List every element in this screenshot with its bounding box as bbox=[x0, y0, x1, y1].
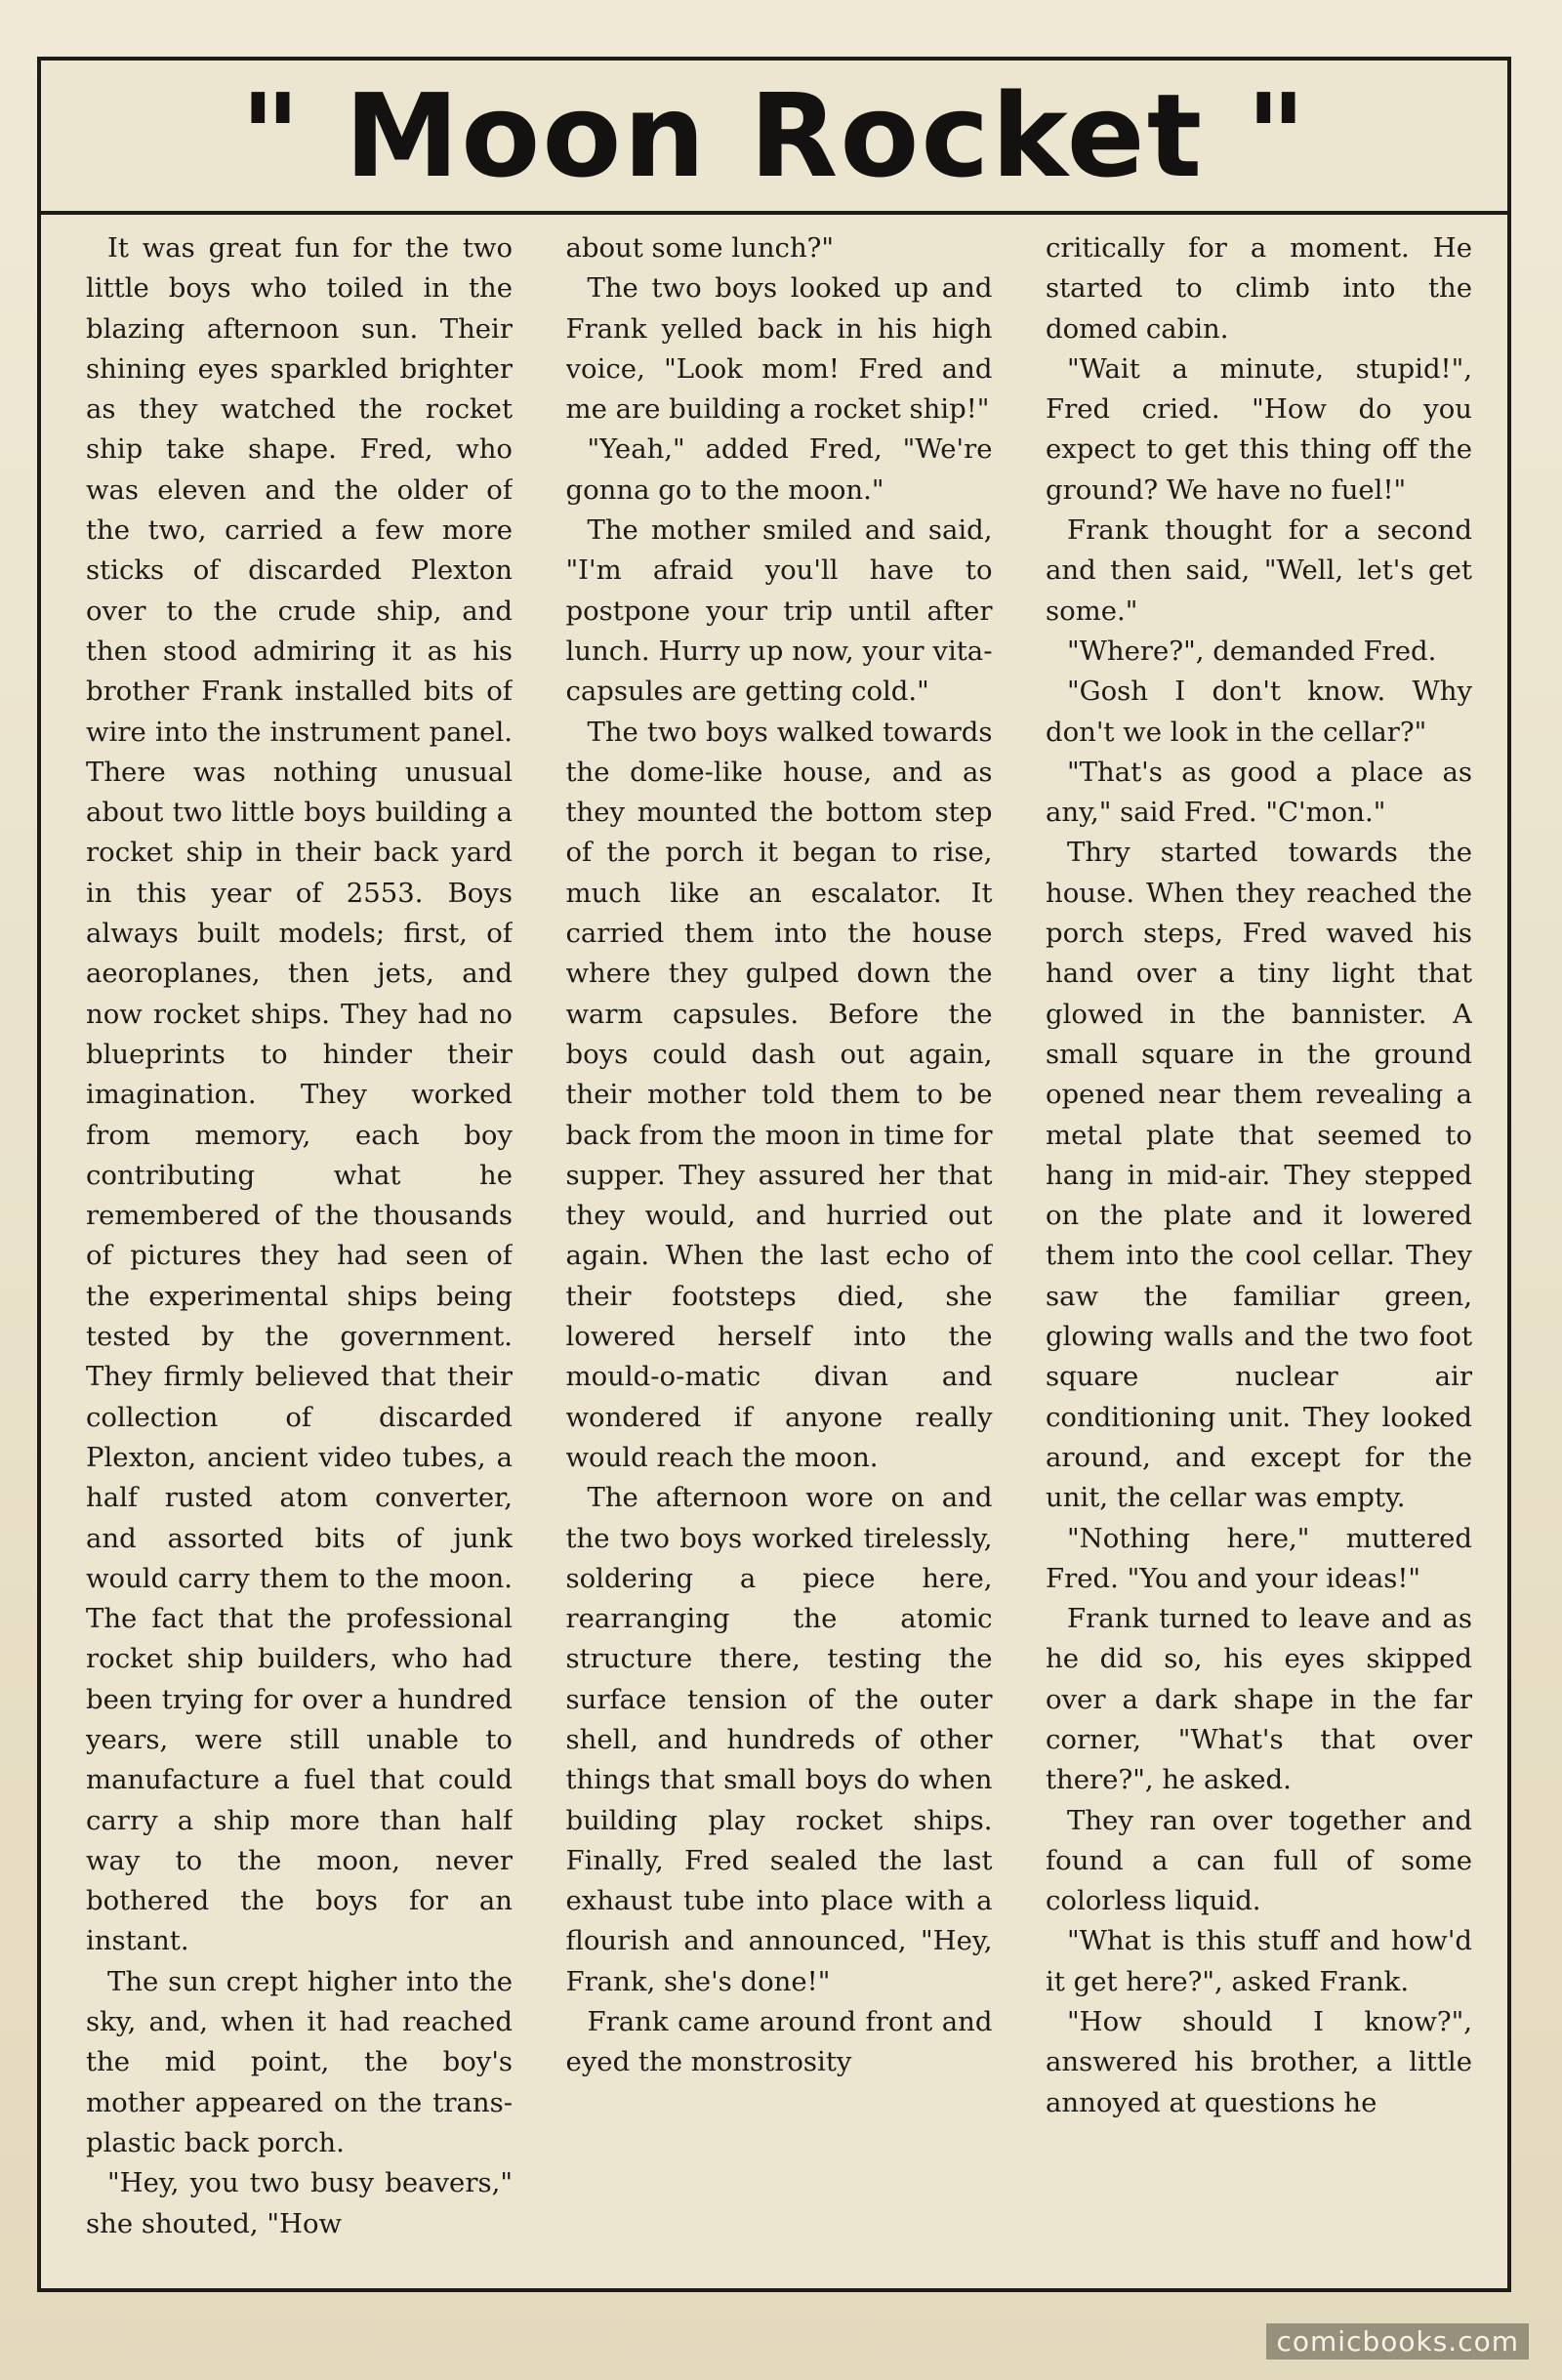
column-2 bbox=[566, 228, 993, 2278]
text-columns bbox=[86, 228, 1472, 2278]
column-1 bbox=[86, 228, 513, 2278]
title-box bbox=[41, 61, 1507, 215]
paragraph: "Nothing here," muttered Fred. "You and your ideas!" bbox=[1046, 1522, 1472, 1594]
paragraph: "Where?", demanded Fred. bbox=[1067, 635, 1437, 667]
paragraph: "Hey, you two busy beavers," she shouted, "How bbox=[86, 2167, 513, 2239]
paragraph: "What is this stuff and how'd it get here?", asked Frank. bbox=[1046, 1925, 1472, 1997]
paragraph: It was great fun for the two little boys who toiled in the blazing afternoon sun. Their shining eyes sparkled brighter as they watched the rocket ship take shape. Fred, who was eleven and the older of the two, carried a few more sticks of discarded Plexton over to the crude ship, and then stood admiring it as his brother Frank installed bits of wire into the instrument panel. There was nothing unusual about two little boys building a rocket ship in their back yard in this year of 2553. Boys always built models; first, of aeoroplanes, then jets, and now rocket ships. They had no blueprints to hinder their imagination. They worked from memory, each boy contributing what he remembered of the thousands of pictures they had seen of the experimental ships being tested by the government. They firmly believed that their collection of discarded Plexton, ancient video tubes, a half rusted atom converter, and assorted bits of junk would carry them to the moon. The fact that the professional rocket ship builders, who had been trying for over a hundred years, were still unable to manufacture a fuel that could carry a ship more than half way to the moon, never bothered the boys for an instant. bbox=[86, 232, 513, 1957]
story-frame bbox=[37, 57, 1511, 2292]
paragraph: Frank came around front and eyed the monstrosity bbox=[565, 2006, 993, 2078]
paragraph: "Wait a minute, stupid!", Fred cried. "How do you expect to get this thing off the ground? We have no fuel!" bbox=[1046, 352, 1472, 506]
column-3 bbox=[1046, 228, 1472, 2278]
paragraph: about some lunch?" bbox=[565, 232, 835, 264]
paragraph: Thry started towards the house. When they reached the porch steps, Fred waved his hand over a tiny light that glowed in the bannister. A small square in the ground opened near them revealing a metal plate that seemed to hang in mid-air. They stepped on the plate and it lowered them into the cool cellar. They saw the familiar green, glowing walls and the two foot square nuclear air conditioning unit. They looked around, and except for the unit, the cellar was empty. bbox=[1046, 837, 1472, 1514]
paragraph: The sun crept higher into the sky, and, when it had reached the mid point, the boy's mother appeared on the trans-plastic back porch. bbox=[86, 1965, 513, 2158]
paragraph: "That's as good a place as any," said Fred. "C'mon." bbox=[1046, 756, 1472, 829]
paragraph: critically for a moment. He started to climb into the domed cabin. bbox=[1046, 232, 1472, 345]
paragraph: "Yeah," added Fred, "We're gonna go to the moon." bbox=[565, 433, 993, 506]
source-watermark: comicbooks.com bbox=[1266, 2323, 1529, 2359]
paragraph: The two boys looked up and Frank yelled back in his high voice, "Look mom! Fred and me are building a rocket ship!" bbox=[565, 272, 993, 426]
paragraph: "How should I know?", answered his brother, a little annoyed at questions he bbox=[1046, 2006, 1472, 2118]
paragraph: Frank turned to leave and as he did so, his eyes skipped over a dark shape in the far corner, "What's that over there?", he asked. bbox=[1046, 1603, 1472, 1796]
paragraph: "Gosh I don't know. Why don't we look in the cellar?" bbox=[1046, 676, 1472, 748]
paragraph: The two boys walked towards the dome-like house, and as they mounted the bottom step of the porch it began to rise, much like an escalator. It carried them into the house where they gulped down the warm capsules. Before the boys could dash out again, their mother told them to be back from the moon in time for supper. They assured her that they would, and hurried out again. When the last echo of their footsteps died, she lowered herself into the mould-o-matic divan and wondered if anyone really would reach the moon. bbox=[565, 716, 993, 1473]
paragraph: The afternoon wore on and the two boys worked tirelessly, soldering a piece here, rearranging the atomic structure there, testing the surface tension of the outer shell, and hundreds of other things that small boys do when building play rocket ships. Finally, Fred sealed the last exhaust tube into place with a flourish and announced, "Hey, Frank, she's done!" bbox=[565, 1482, 993, 1997]
story-title: " Moon Rocket " bbox=[240, 68, 1308, 203]
paragraph: The mother smiled and said, "I'm afraid you'll have to postpone your trip until after lunch. Hurry up now, your vita-capsules are getting cold." bbox=[565, 514, 993, 708]
paragraph: Frank thought for a second and then said, "Well, let's get some." bbox=[1046, 514, 1472, 627]
paragraph: They ran over together and found a can full of some colorless liquid. bbox=[1046, 1804, 1472, 1917]
